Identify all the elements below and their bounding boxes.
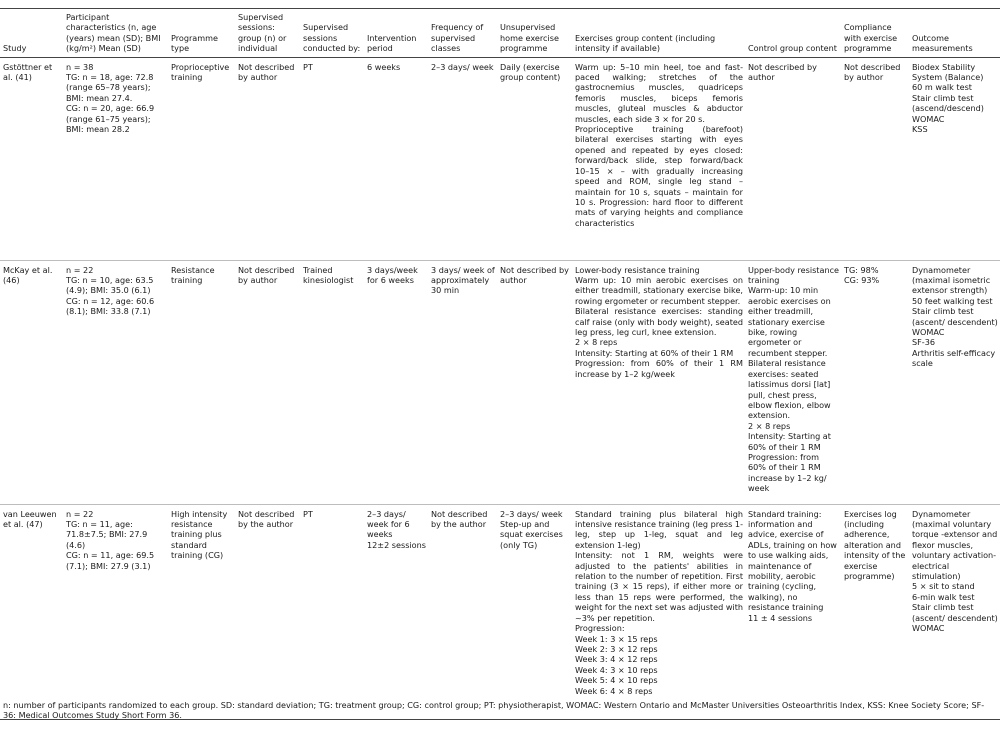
conducted-by-cell	[300, 260, 364, 504]
cell-text: Progression: from 60% of their 1 RM increase by 1–2 kg/ week	[748, 451, 827, 494]
period-cell	[364, 260, 428, 504]
cell-text: Stair climb test (ascend/descend)	[912, 92, 984, 114]
cell-text: van Leeuwen et al. (47)	[3, 508, 57, 530]
table-row	[0, 260, 1000, 504]
cell-text: Warm up: 10 min aerobic exercises on either treadmill, stationary exercise bike, rowing ergometer or recumbent stepper.	[575, 275, 743, 306]
frequency-cell	[428, 504, 497, 719]
cell-text: Warm up: 5–10 min heel, toe and fast-paced walking; stretches of the gastrocnemius muscles, quadriceps femoris muscles, biceps femoris muscles, gluteal muscles & abductor muscles, each side 3 × for 20 s.	[575, 61, 743, 124]
cell-text: Week 1: 3 × 15 reps	[575, 633, 658, 644]
cell-text: n = 22	[66, 264, 94, 275]
cell-text: 50 feet walking test	[912, 295, 993, 306]
programme-cell	[168, 504, 235, 719]
cell-text: Intensity: Starting at 60% of their 1 RM	[575, 347, 734, 358]
top-rule	[0, 8, 1000, 9]
cell-text: Week 4: 3 × 10 reps	[575, 664, 658, 675]
participants-cell	[63, 260, 168, 504]
control-content-cell	[745, 260, 841, 504]
cell-text: 6-min walk test	[912, 591, 975, 602]
col-header: Outcome measurements	[909, 10, 1000, 57]
col-header: Study	[0, 10, 63, 57]
cell-text: WOMAC	[912, 113, 945, 124]
cell-text: TG: n = 11, age: 71.8±7.5; BMI: 27.9 (4.6)	[66, 519, 148, 550]
programme-cell	[168, 260, 235, 504]
cell-text: WOMAC	[912, 327, 945, 338]
table-row	[0, 57, 1000, 260]
cell-text: Intensity: not 1 RM, weights were adjusted to the patients' abilities in relation to the number of repetition. First training (3 × 15 reps), if either more or less than 15 reps were performed, the weight for the next set was adjusted with ~3% per repetition.	[575, 550, 743, 623]
cell-text: 60 m walk test	[912, 82, 972, 93]
cell-text: Upper-body resistance training	[748, 264, 840, 286]
control-content-cell	[745, 504, 841, 719]
supervised-cell	[235, 504, 300, 719]
cell-text: WOMAC	[912, 623, 945, 634]
cell-text: High intensity resistance training plus standard training (CG)	[171, 508, 228, 561]
cell-text: Standard training: information and advice, exercise of ADLs, training on how to use walking aids, maintenance of mobility, aerobic training (cycling, walking), no resistance training	[748, 508, 837, 613]
cell-text: CG: 93%	[844, 275, 880, 286]
cell-text: CG: n = 12, age: 60.6 (8.1); BMI: 33.8 (7.1)	[66, 295, 155, 317]
study-table	[0, 10, 1000, 720]
cell-text: Stair climb test (ascent/ descendent)	[912, 306, 998, 327]
cell-text: McKay et al. (46)	[3, 264, 53, 286]
study-cell	[0, 57, 63, 260]
cell-text: TG: n = 10, age: 63.5 (4.9); BMI: 35.0 (6.1)	[66, 275, 154, 296]
cell-text: Not described by author	[748, 61, 817, 83]
cell-text: Standard training plus bilateral high intensive resistance training (leg press 1-leg, step up 1-leg, squat and leg extension 1-leg)	[575, 508, 743, 550]
control-content-cell	[745, 57, 841, 260]
conducted-by-cell	[300, 504, 364, 719]
cell-text: Stair climb test (ascent/ descendent)	[912, 602, 998, 623]
cell-text: Not described by author	[238, 61, 295, 83]
outcomes-cell	[909, 504, 1000, 719]
exercise-content-cell	[572, 57, 745, 260]
header-row	[0, 10, 1000, 57]
cell-text: Gstöttner et al. (41)	[3, 61, 53, 83]
cell-text: Bilateral resistance exercises: seated latissimus dorsi [lat] pull, chest press, elbow flexion, elbow extension.	[748, 358, 831, 421]
exercise-content-cell	[572, 504, 745, 719]
cell-text: CG: n = 11, age: 69.5 (7.1); BMI: 27.9 (3.1)	[66, 550, 155, 571]
col-header: Compliance with exercise programme	[841, 10, 909, 57]
cell-text: Week 2: 3 × 12 reps	[575, 643, 658, 654]
cell-text: Lower-body resistance training	[575, 264, 700, 275]
cell-text: TG: 98%	[844, 264, 879, 275]
study-cell	[0, 260, 63, 504]
compliance-cell	[841, 57, 909, 260]
cell-text: Week 5: 4 × 10 reps	[575, 675, 658, 686]
home-programme-cell	[497, 504, 572, 719]
cell-text: 6 weeks	[367, 61, 401, 72]
cell-text: Dynamometer (maximal voluntary torque -extensor and flexor muscles, voluntary activation-electrical stimulation)	[912, 508, 998, 582]
cell-text: Not described by the author	[238, 508, 295, 530]
conducted-by-cell	[300, 57, 364, 260]
cell-text: 2–3 days/ week for 6 weeks	[367, 508, 410, 540]
cell-text: Resistance training	[171, 264, 215, 286]
col-header: Supervised sessions: group (n) or individual	[235, 10, 300, 57]
participants-cell	[63, 504, 168, 719]
cell-text: Warm-up: 10 min aerobic exercises on either treadmill, stationary exercise bike, rowing ergometer or recumbent stepper.	[748, 285, 831, 358]
cell-text: Dynamometer (maximal isometric extensor strength)	[912, 264, 991, 296]
outcomes-cell	[909, 260, 1000, 504]
table-row	[0, 504, 1000, 719]
cell-text: 11 ± 4 sessions	[748, 612, 813, 623]
cell-text: PT	[303, 508, 313, 519]
cell-text: Not described by the author	[431, 508, 488, 530]
cell-text: Progression: from 60% of their 1 RM increase by 1–2 kg/week	[575, 358, 743, 379]
cell-text: Week 6: 4 × 8 reps	[575, 685, 653, 696]
cell-text: KSS	[912, 124, 928, 135]
cell-text: Not described by author	[844, 61, 901, 83]
cell-text: 12±2 sessions	[367, 539, 426, 550]
col-header: Participant characteristics (n, age (years) mean (SD); BMI (kg/m²) Mean (SD)	[63, 10, 168, 57]
participants-cell	[63, 57, 168, 260]
cell-text: 2–3 days/ week Step-up and squat exercises (only TG)	[500, 508, 563, 550]
period-cell	[364, 504, 428, 719]
compliance-cell	[841, 504, 909, 719]
cell-text: Trained kinesiologist	[303, 264, 354, 286]
cell-text: 2 × 8 reps	[748, 420, 791, 431]
cell-text: n = 22	[66, 508, 94, 519]
cell-text: Daily (exercise group content)	[500, 61, 561, 83]
cell-text: PT	[303, 61, 313, 72]
col-header: Intervention period	[364, 10, 428, 57]
compliance-cell	[841, 260, 909, 504]
cell-text: Not described by author	[500, 264, 569, 286]
study-cell	[0, 504, 63, 719]
col-header: Programme type	[168, 10, 235, 57]
cell-text: Not described by author	[238, 264, 295, 286]
col-header: Supervised sessions conducted by:	[300, 10, 364, 57]
cell-text: TG: n = 18, age: 72.8 (range 65–78 years); BMI: mean 27.4.	[66, 72, 154, 103]
cell-text: Intensity: Starting at 60% of their 1 RM	[748, 431, 831, 452]
cell-text: 3 days/week for 6 weeks	[367, 264, 418, 286]
cell-text: Proprioceptive training (barefoot) bilateral exercises starting with eyes opened and repeated by eyes closed: forward/back slide, step forward/back 10–15 × – with gradually increasing speed and ROM, single leg stand – maintain for 10 s, squats – maintain for 10 s. Progression: hard floor to different mats of varying heights and compliance characteristics	[575, 124, 743, 228]
cell-text: Proprioceptive training	[171, 61, 230, 83]
cell-text: CG: n = 20, age: 66.9 (range 61–75 years); BMI: mean 28.2	[66, 103, 155, 135]
cell-text: Week 3: 4 × 12 reps	[575, 654, 658, 665]
period-cell	[364, 57, 428, 260]
supervised-cell	[235, 57, 300, 260]
col-header: Control group content	[745, 10, 841, 57]
cell-text: 3 days/ week of approximately 30 min	[431, 264, 495, 296]
cell-text: 2–3 days/ week	[431, 61, 494, 72]
cell-text: Exercises log (including adherence, alteration and intensity of the exercise programme)	[844, 508, 906, 582]
cell-text: n = 38	[66, 61, 94, 72]
exercise-content-cell	[572, 260, 745, 504]
programme-cell	[168, 57, 235, 260]
table-footnote: n: number of participants randomized to each group. SD: standard deviation; TG: treatment group; CG: control group; PT: physiotherapist, WOMAC: Western Ontario and McMaster Universities Osteoarthritis Index, KSS: Knee Society Score; SF-36: Medical Outcomes Study Short Form 36.	[3, 700, 985, 721]
cell-text: 2 × 8 reps	[575, 337, 618, 348]
frequency-cell	[428, 57, 497, 260]
col-header: Frequency of supervised classes	[428, 10, 497, 57]
home-programme-cell	[497, 57, 572, 260]
cell-text: SF-36	[912, 337, 936, 348]
frequency-cell	[428, 260, 497, 504]
col-header: Unsupervised home exercise programme	[497, 10, 572, 57]
outcomes-cell	[909, 57, 1000, 260]
col-header: Exercises group content (including intensity if available)	[572, 10, 745, 57]
cell-text: Biodex Stability System (Balance)	[912, 61, 984, 83]
supervised-cell	[235, 260, 300, 504]
cell-text: Arthritis self-efficacy scale	[912, 347, 996, 369]
cell-text: 5 × sit to stand	[912, 581, 975, 592]
home-programme-cell	[497, 260, 572, 504]
cell-text: Bilateral resistance exercises: standing calf raise (only with body weight), seated leg press, leg curl, knee extension.	[575, 306, 743, 338]
cell-text: Progression:	[575, 623, 625, 634]
